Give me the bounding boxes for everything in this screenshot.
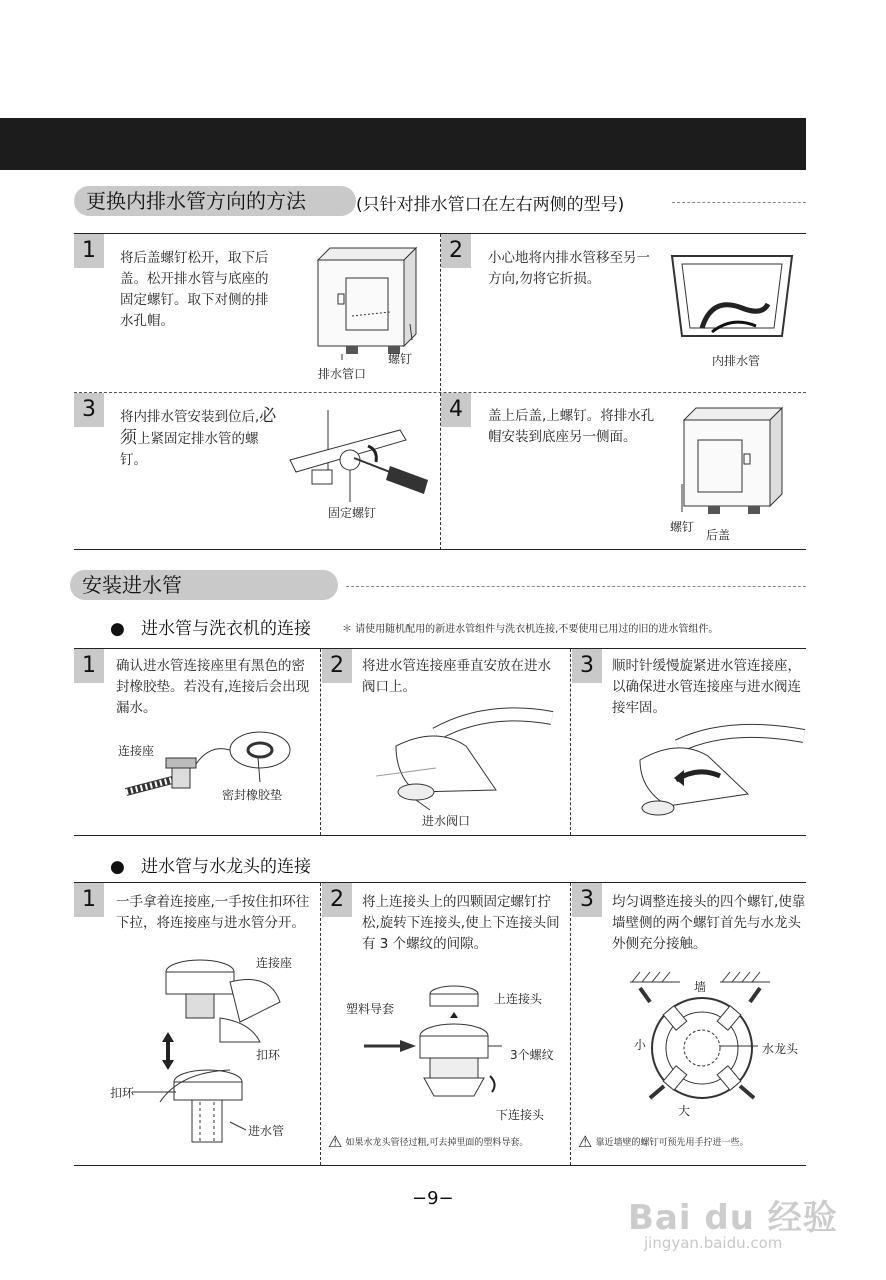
divider [320,649,321,835]
label-three-threads: 3个螺纹 [510,1048,554,1062]
divider [74,648,806,649]
label-wall: 墙 [694,980,707,994]
label-upper-joint: 上连接头 [494,992,543,1006]
notice-text: ＊ 请使用随机配用的新进水管组件与洗衣机连接,不要使用已用过的旧的进水管组件。 [342,624,719,635]
step-number: 1 [74,234,104,268]
label-faucet: 水龙头 [762,1042,799,1056]
warning-note [578,1132,749,1151]
step-number: 2 [322,883,352,917]
step-text: 顺时针缓慢旋紧进水管连接座，以确保进水管连接座与进水阀连接牢固。 [612,658,801,716]
page-number: −9− [412,1188,454,1209]
step-text [120,406,282,471]
divider [320,883,321,1165]
warning-note [328,1132,528,1151]
divider [570,649,571,835]
label-rubber-gasket: 密封橡胶垫 [222,788,283,802]
step-text: 小心地将内排水管移至另一方向,勿将它折损。 [488,250,650,287]
label-large: 大 [678,1104,691,1118]
warning-text: 靠近墙壁的螺钉可预先用手拧进一些。 [595,1138,749,1148]
step-number: 4 [441,393,471,427]
label-clasp-ring: 扣环 [256,1048,281,1062]
washer-rear-cover-illustration [678,404,790,520]
step-number: 1 [74,649,104,683]
label-inlet-hose: 进水管 [248,1124,285,1138]
warning-icon: ⚠ [578,1132,593,1151]
hand-inlet-illustration [376,706,556,810]
divider [346,586,806,587]
subsection-title: ● 进水管与洗衣机的连接 [110,619,312,639]
subsection-title-text: 进水管与洗衣机的连接 [141,619,312,639]
watermark-brand: Bai du 经验 [628,1198,838,1238]
warning-text: 如果水龙头管径过粗,可去掉里面的塑料导套。 [345,1138,529,1148]
tighten-connector-illustration [628,716,804,824]
warning-icon: ⚠ [328,1132,343,1151]
section-title-inlet-hose: 安装进水管 [70,570,338,600]
step-number: 2 [441,234,471,268]
fix-screw-illustration [290,410,434,502]
label-connector: 连接座 [118,744,155,758]
section-title-drain-pipe: 更换内排水管方向的方法 [74,186,356,216]
label-screw: 螺钉 [388,352,413,366]
label-small: 小 [634,1038,647,1052]
step-text: 盖上后盖,上螺钉。将排水孔帽安装到底座另一侧面。 [488,408,655,445]
label-inlet-valve: 进水阀口 [422,814,471,828]
section-subtitle: (只针对排水管口在左右两侧的型号) [356,195,625,215]
step-number: 2 [322,649,352,683]
label-inner-drain: 内排水管 [712,354,761,368]
label-plastic-sleeve: 塑料导套 [346,1002,395,1016]
step-text: 将上连接头上的四颗固定螺钉拧松,旋转下连接头,使上下连接头间有 3 个螺纹的间隙。 [362,894,560,952]
step-number: 3 [572,649,602,683]
label-connector: 连接座 [256,956,293,970]
divider [74,835,806,836]
label-drain-outlet: 排水管口 [318,367,367,381]
washer-rear-illustration [312,244,424,360]
watermark-url: jingyan.baidu.com [644,1234,783,1252]
subsection-title-text: 进水管与水龙头的连接 [141,857,312,877]
step-text: 将后盖螺钉松开，取下后盖。松开排水管与底座的固定螺钉。取下对侧的排水孔帽。 [120,250,269,329]
step-text: 将进水管连接座垂直安放在进水阀口上。 [362,658,551,695]
subsection-title: ● 进水管与水龙头的连接 [110,857,312,877]
label-clasp-ring: 扣环 [110,1086,135,1100]
step-number: 3 [572,883,602,917]
step-text: 一手拿着连接座,一手按住扣环往下拉，将连接座与进水管分开。 [116,894,310,931]
step-text-emphasis: 必须 [120,406,277,448]
inner-drain-illustration [672,256,792,346]
divider [570,883,571,1165]
label-lower-joint: 下连接头 [496,1108,545,1122]
label-rear-cover: 后盖 [706,528,731,542]
step-text: 均匀调整连接头的四个螺钉,使靠墙壁侧的两个螺钉首先与水龙头外侧充分接触。 [612,894,806,952]
divider [74,1165,806,1166]
label-screw: 螺钉 [670,520,695,534]
header-bar [0,118,806,170]
step-text-b: 上紧固定排水管的螺钉。 [120,431,259,468]
divider [74,549,806,550]
label-fixing-screw: 固定螺钉 [328,506,377,520]
step-text-a: 将内排水管安装到位后, [120,409,260,425]
divider [672,202,806,203]
step-text: 确认进水管连接座里有黑色的密封橡胶垫。若没有,连接后会出现漏水。 [116,658,310,716]
step-number: 3 [74,393,104,427]
divider [74,882,806,883]
step-number: 1 [74,883,104,917]
divider [74,392,806,393]
